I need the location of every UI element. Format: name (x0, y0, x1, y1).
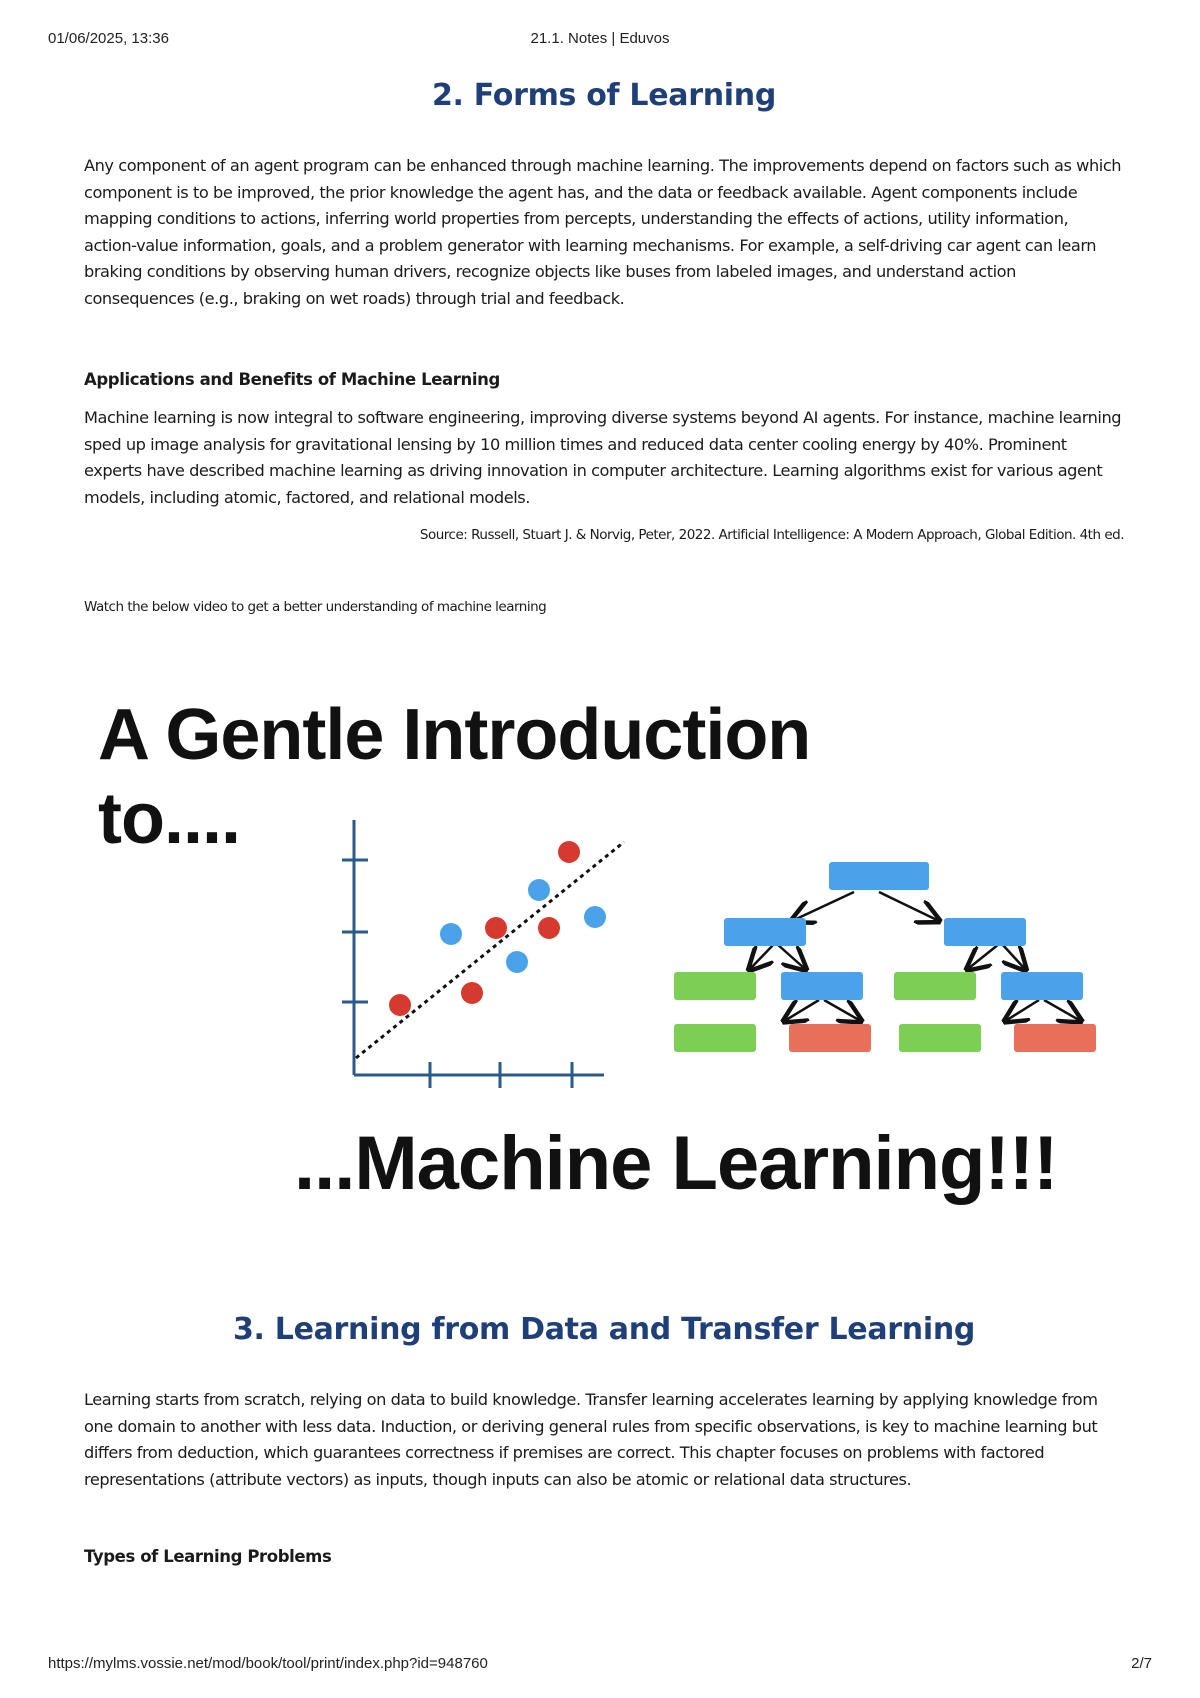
print-page-number: 2/7 (1131, 1655, 1152, 1672)
tree-node-blue (1001, 972, 1083, 1000)
applications-subheading: Applications and Benefits of Machine Learning (84, 370, 500, 389)
scatter-point-red (461, 982, 483, 1004)
tree-leaf-salmon (789, 1024, 871, 1052)
decision-tree-illustration (669, 840, 1109, 1080)
tree-node-root (829, 862, 929, 890)
scatter-plot-illustration (334, 810, 654, 1090)
section-3-title: 3. Learning from Data and Transfer Learning (232, 1312, 976, 1347)
scatter-point-red (538, 917, 560, 939)
thumbnail-title-line-2: to.... (98, 779, 240, 859)
scatter-point-red (389, 994, 411, 1016)
scatter-points (389, 841, 606, 1016)
tree-leaf-green (674, 1024, 756, 1052)
applications-paragraph: Machine learning is now integral to software engineering, improving diverse systems beyond AI agents. For instance, machine learning sped up image analysis for gravitational lensing by 10 million times and reduced data center cooling energy by 40%. Prominent experts have described machine learning as driving innovation in computer architecture. Learning algorithms exist for various agent models, including atomic, factored, and relational models. (84, 408, 1122, 507)
scatter-point-red (485, 917, 507, 939)
tree-leaf-green (899, 1024, 981, 1052)
scatter-point-blue (528, 879, 550, 901)
scatter-point-blue (440, 923, 462, 945)
video-thumbnail[interactable] (84, 680, 1124, 1220)
book-chapter-content (84, 70, 1124, 615)
tree-node-blue (724, 918, 806, 946)
tree-leaf-green (894, 972, 976, 1000)
thumbnail-title-line-1: A Gentle Introduction (98, 695, 811, 775)
video-prompt-text: Watch the below video to get a better understanding of machine learning (84, 599, 547, 615)
section-3-paragraph: Learning starts from scratch, relying on data to build knowledge. Transfer learning accelerates learning by applying knowledge from one domain to another with less data. Induction, or deriving general rules from specific observations, is key to machine learning but differs from deduction, which guarantees correctness if premises are correct. This chapter focuses on problems with factored representations (attribute vectors) as inputs, though inputs can also be atomic or relational data structures. (84, 1390, 1098, 1489)
section-2-intro-paragraph: Any component of an agent program can be enhanced through machine learning. The improvements depend on factors such as which component is to be improved, the prior knowledge the agent has, and the data or feedback available. Agent components include mapping conditions to actions, inferring world properties from percepts, understanding the effects of actions, utility information, action-value information, goals, and a problem generator with learning mechanisms. For example, a self-driving car agent can learn braking conditions by observing human drivers, recognize objects like buses from labeled images, and understand action consequences (e.g., braking on wet roads) through trial and feedback. (84, 156, 1122, 308)
section-3-block (84, 1312, 1124, 1566)
source-citation: Source: Russell, Stuart J. & Norvig, Peter, 2022. Artificial Intelligence: A Modern Approach, Global Edition. 4th ed. (419, 527, 1124, 543)
types-of-learning-subheading: Types of Learning Problems (84, 1547, 332, 1566)
tree-leaf-salmon (1014, 1024, 1096, 1052)
scatter-point-blue (584, 906, 606, 928)
scatter-point-red (558, 841, 580, 863)
print-page-title: 21.1. Notes | Eduvos (530, 30, 670, 47)
tree-node-blue (781, 972, 863, 1000)
tree-leaf-green (674, 972, 756, 1000)
tree-node-blue (944, 918, 1026, 946)
section-2-title: 2. Forms of Learning (431, 78, 777, 113)
print-url: https://mylms.vossie.net/mod/book/tool/print/index.php?id=948760 (48, 1655, 488, 1672)
print-datetime: 01/06/2025, 13:36 (48, 30, 169, 47)
scatter-point-blue (506, 951, 528, 973)
thumbnail-title-line-3: ...Machine Learning!!! (294, 1121, 1058, 1206)
